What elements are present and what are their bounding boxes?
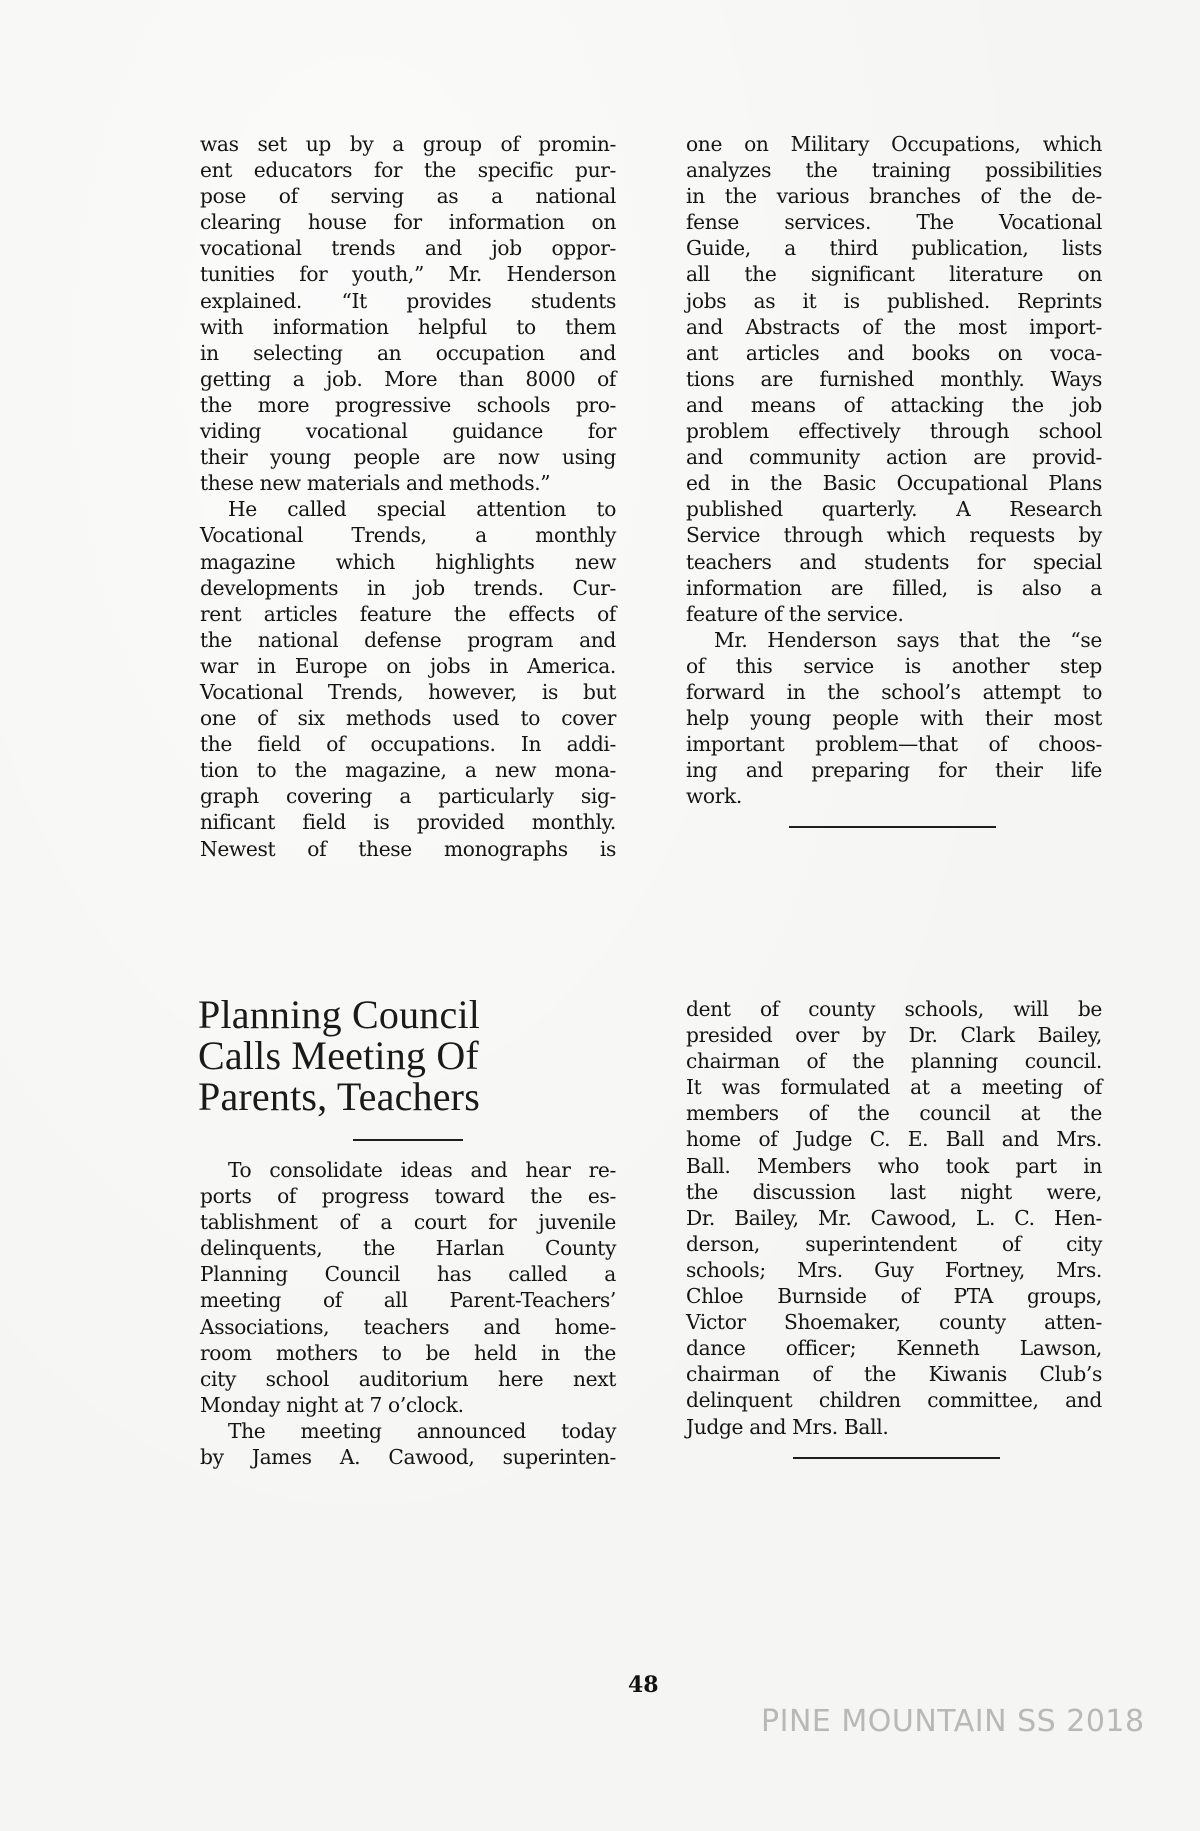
text-line: graph covering a particularly sig- [200,784,616,809]
article2-headline [198,994,480,1117]
text-line: ent educators for the specific pur- [200,158,616,183]
text-line: nificant field is provided monthly. [200,810,616,835]
text-line: the discussion last night were, [686,1179,1102,1204]
text-line: published quarterly. A Research [686,497,1102,522]
text-line: Victor Shoemaker, county atten- [686,1310,1102,1335]
text-line: problem effectively through school [686,419,1102,444]
text-line: developments in job trends. Cur- [200,575,616,600]
text-line: Planning Council has called a [200,1262,616,1287]
text-line: Chloe Burnside of PTA groups, [686,1284,1102,1309]
article1-right-column [686,131,1102,809]
text-line: It was formulated at a meeting of [686,1075,1102,1100]
text-line: all the significant literature on [686,262,1102,287]
text-line: ant articles and books on voca- [686,340,1102,365]
headline-line: Calls Meeting Of [198,1033,479,1078]
text-line: Associations, teachers and home- [200,1314,616,1339]
text-line: analyzes the training possibilities [686,158,1102,183]
paragraph-start-line: To consolidate ideas and hear re- [228,1158,616,1182]
text-line: derson, superintendent of city [686,1231,1102,1256]
page-number: 48 [628,1672,659,1698]
text-line: teachers and students for special [686,549,1102,574]
article1-left-column [200,131,616,862]
text-line: ports of progress toward the es- [200,1184,616,1209]
text-line: Newest of these monographs is [200,836,616,861]
text-line: magazine which highlights new [200,549,616,574]
text-line: city school auditorium here next [200,1366,616,1391]
text-line: the more progressive schools pro- [200,392,616,417]
text-line: Monday night at 7 o’clock. [200,1392,464,1417]
text-line: tunities for youth,” Mr. Henderson [200,262,616,287]
paragraph-start-line: Mr. Henderson says that the “se [714,627,1102,652]
text-line: delinquent children committee, and [686,1388,1102,1413]
text-line: information are filled, is also a [686,575,1102,600]
paragraph-start-line: The meeting announced today [228,1418,616,1443]
text-line: and Abstracts of the most import- [686,314,1102,339]
text-line: vocational trends and job oppor- [200,236,616,261]
text-line: by James A. Cawood, superinten- [200,1445,616,1470]
text-line: chairman of the planning council. [686,1049,1102,1074]
text-line: presided over by Dr. Clark Bailey, [686,1023,1102,1048]
article2-left-column [200,1157,616,1470]
text-line: of this service is another step [686,653,1102,678]
text-line: in the various branches of the de- [686,184,1102,209]
text-line: work. [686,784,742,809]
text-line: fense services. The Vocational [686,210,1102,235]
text-line: Dr. Bailey, Mr. Cawood, L. C. Hen- [686,1205,1102,1230]
text-line: Vocational Trends, a monthly [200,523,616,548]
text-line: room mothers to be held in the [200,1340,616,1365]
text-line: delinquents, the Harlan County [200,1236,616,1261]
text-line: jobs as it is published. Reprints [686,288,1102,313]
headline-line: Parents, Teachers [198,1074,480,1119]
text-line: with information helpful to them [200,314,616,339]
article2-right-column [686,996,1102,1440]
text-line: these new materials and methods.” [200,471,551,496]
text-line: getting a job. More than 8000 of [200,366,616,391]
text-line: Vocational Trends, however, is but [200,679,616,704]
text-line: pose of serving as a national [200,184,616,209]
text-line: explained. “It provides students [200,288,616,313]
text-line: important problem—that of choos- [686,732,1102,757]
text-line: dance officer; Kenneth Lawson, [686,1336,1102,1361]
text-line: and means of attacking the job [686,392,1102,417]
text-line: tions are furnished monthly. Ways [686,366,1102,391]
text-line: in selecting an occupation and [200,340,616,365]
text-line: Service through which requests by [686,523,1102,548]
text-line: help young people with their most [686,706,1102,731]
text-line: chairman of the Kiwanis Club’s [686,1362,1102,1387]
text-line: ing and preparing for their life [686,758,1102,783]
text-line: forward in the school’s attempt to [686,679,1102,704]
text-line: the national defense program and [200,627,616,652]
text-line: rent articles feature the effects of [200,601,616,626]
text-line: and community action are provid- [686,445,1102,470]
text-line: dent of county schools, will be [686,997,1102,1021]
text-line: Ball. Members who took part in [686,1153,1102,1178]
article-end-rule [793,1457,1000,1459]
text-line: viding vocational guidance for [200,419,616,444]
text-line: Guide, a third publication, lists [686,236,1102,261]
text-line: meeting of all Parent-Teachers’ [200,1288,616,1313]
text-line: home of Judge C. E. Ball and Mrs. [686,1127,1102,1152]
text-line: one on Military Occupations, which [686,132,1102,156]
article-end-rule [789,826,996,828]
paragraph-start-line: He called special attention to [228,497,616,522]
text-line: schools; Mrs. Guy Fortney, Mrs. [686,1257,1102,1282]
text-line: Judge and Mrs. Ball. [686,1414,889,1439]
text-line: war in Europe on jobs in America. [200,653,616,678]
text-line: ed in the Basic Occupational Plans [686,471,1102,496]
text-line: their young people are now using [200,445,616,470]
headline-line: Planning Council [198,992,481,1037]
text-line: feature of the service. [686,601,904,626]
text-line: the field of occupations. In addi- [200,732,616,757]
text-line: was set up by a group of promin- [200,132,616,156]
text-line: members of the council at the [686,1101,1102,1126]
watermark: PINE MOUNTAIN SS 2018 [761,1704,1145,1739]
text-line: one of six methods used to cover [200,706,616,731]
text-line: tion to the magazine, a new mona- [200,758,616,783]
text-line: clearing house for information on [200,210,616,235]
text-line: tablishment of a court for juvenile [200,1210,616,1235]
headline-rule [353,1139,463,1141]
